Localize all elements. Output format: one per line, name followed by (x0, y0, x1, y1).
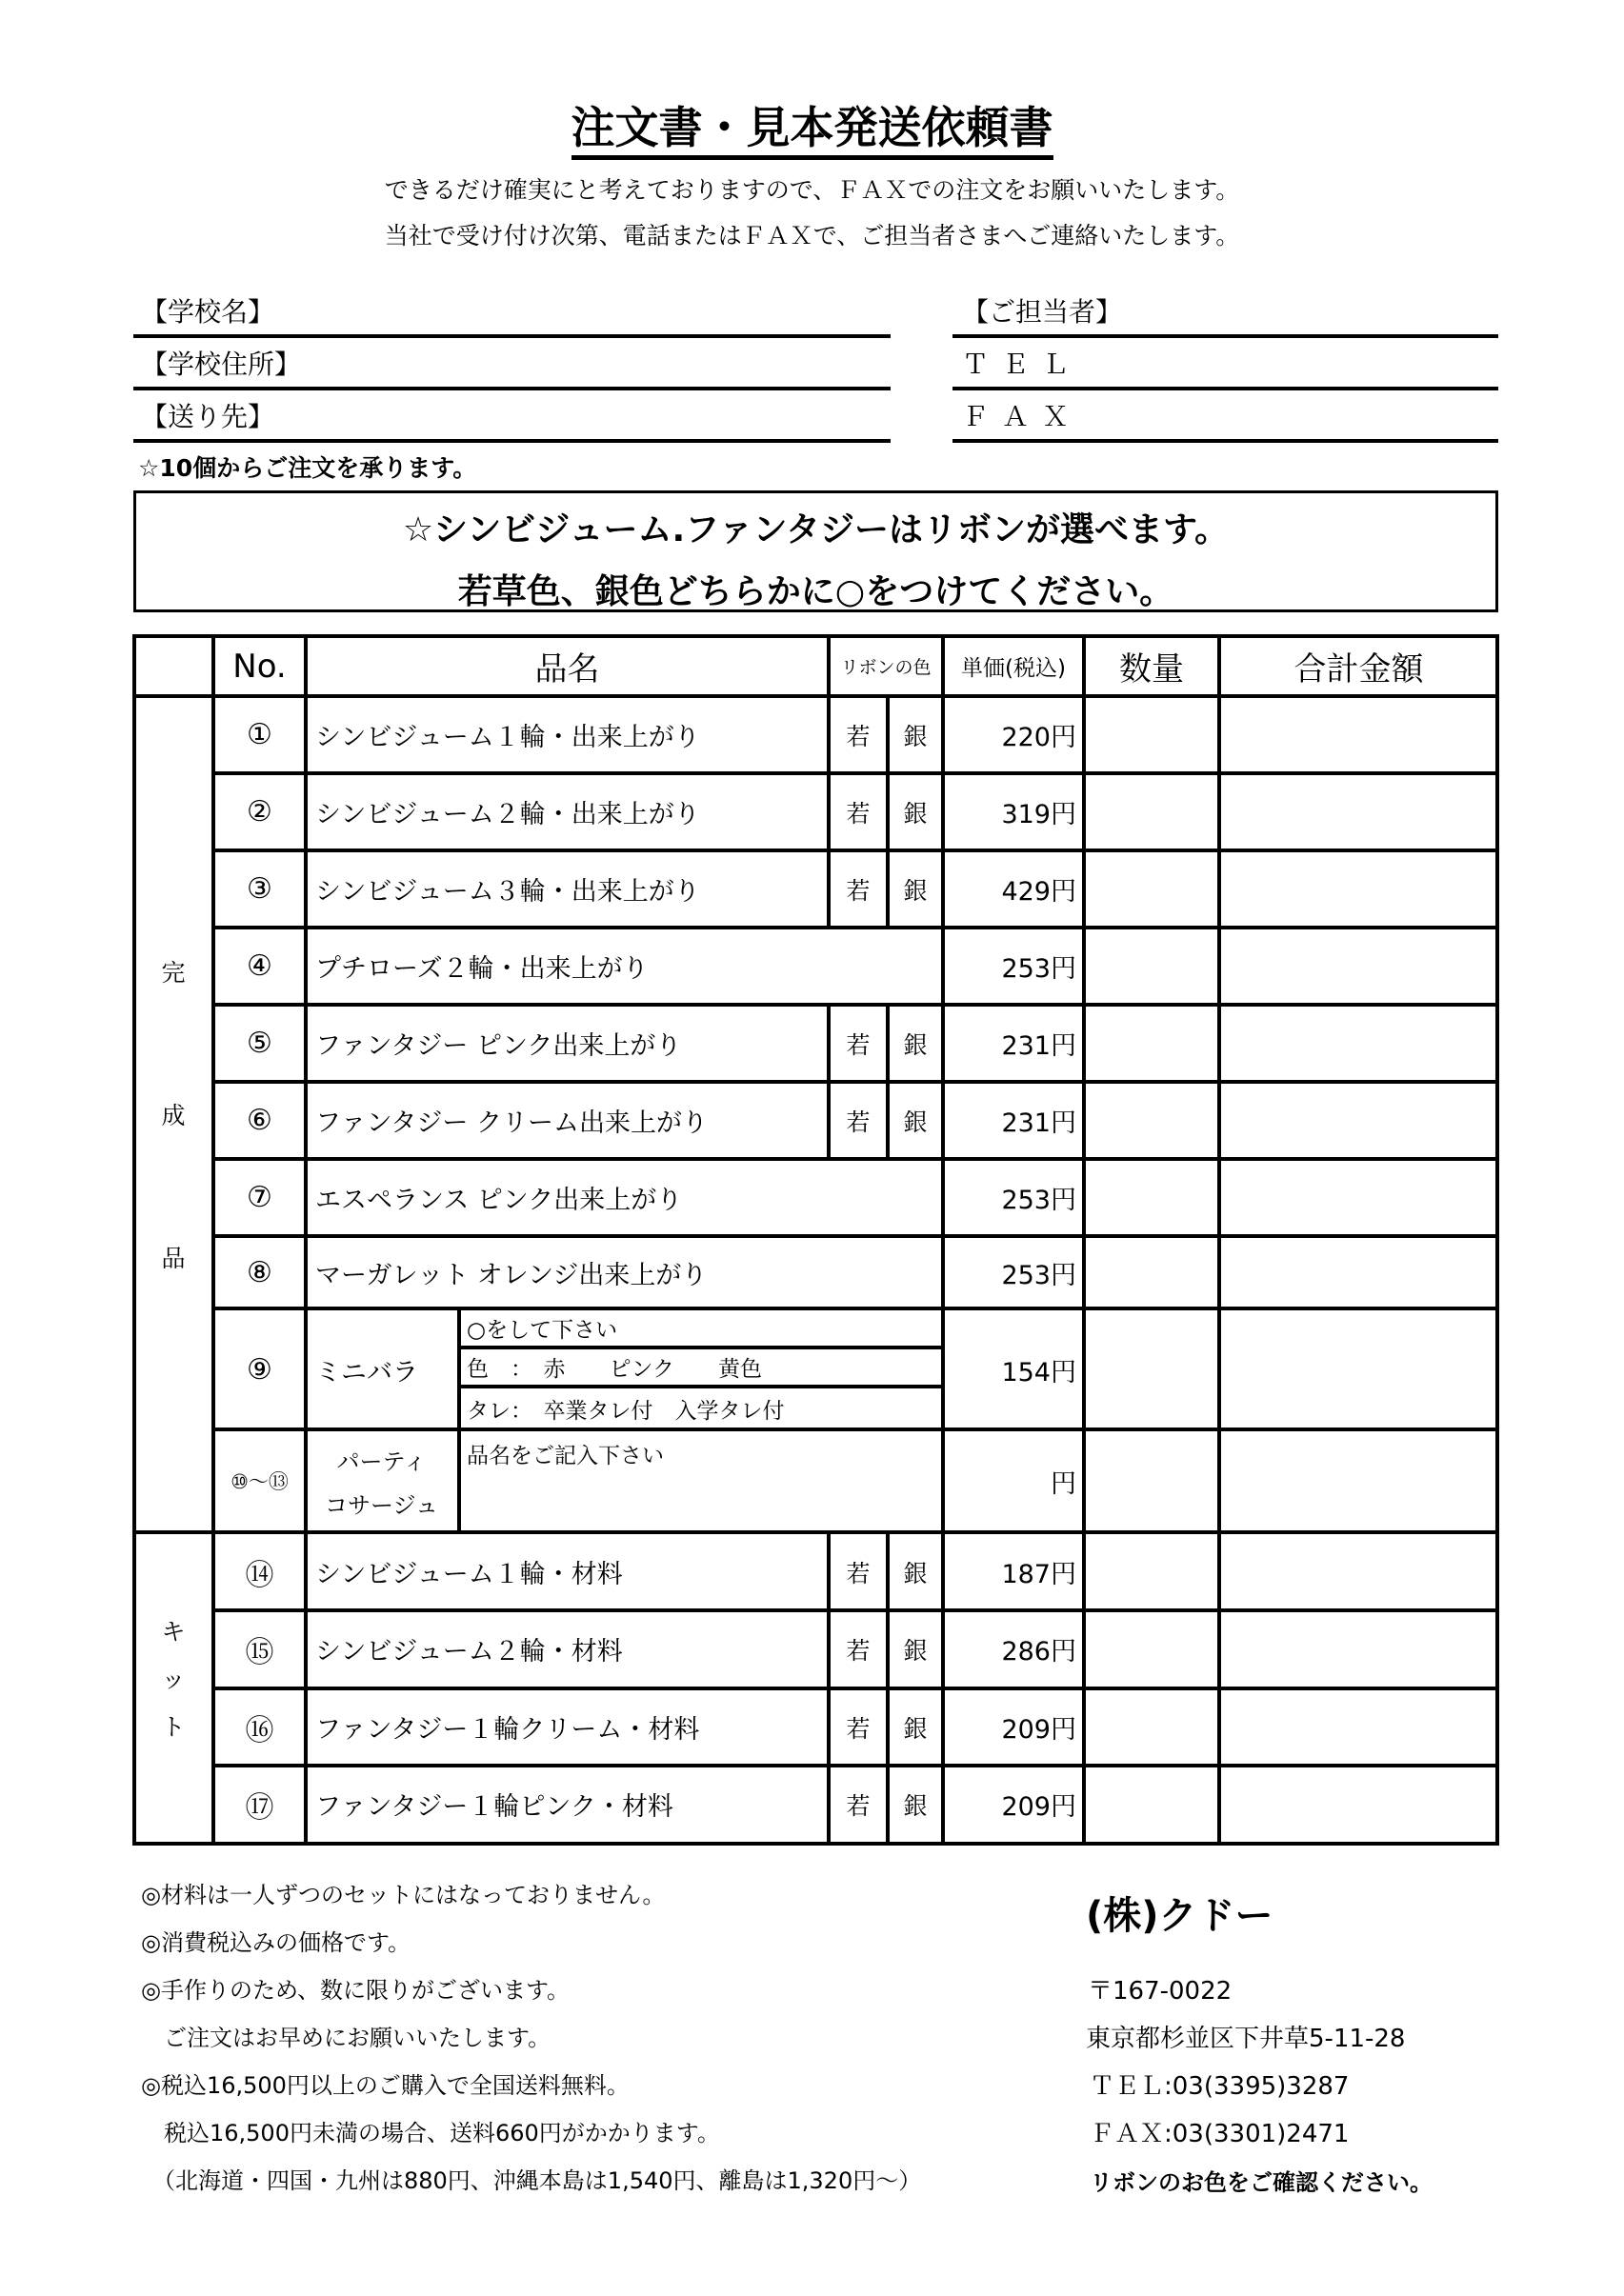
minibara-instruction: ○をして下さい (467, 1318, 618, 1343)
table-border (1217, 636, 1221, 1845)
row-number: ⑮ (245, 1635, 274, 1669)
table-border (886, 696, 890, 928)
ribbon-option-silver[interactable]: 銀 (903, 1636, 928, 1665)
party-name-line-2: コサージュ (324, 1491, 439, 1519)
ribbon-option-wakakusa[interactable]: 若 (846, 1791, 871, 1820)
product-name: プチローズ２輪・出来上がり (315, 954, 649, 984)
header-quantity: 数量 (1119, 650, 1184, 689)
quantity-input[interactable] (1089, 1009, 1218, 1079)
category-kit-char-3: ト (161, 1713, 186, 1741)
table-border (211, 1428, 1499, 1431)
table-border (132, 634, 1499, 638)
total-input[interactable] (1224, 1693, 1497, 1763)
table-border (132, 1842, 1499, 1846)
unit-price: 429円 (1001, 877, 1076, 907)
header-total: 合計金額 (1293, 650, 1424, 689)
quantity-input[interactable] (1089, 855, 1218, 925)
total-input[interactable] (1224, 1087, 1497, 1156)
banner-line-1: ☆シンビジューム.ファンタジーはリボンが選べます。 (402, 510, 1230, 549)
quantity-input[interactable] (1089, 1693, 1218, 1763)
product-name: ファンタジー１輪クリーム・材料 (315, 1715, 700, 1745)
ribbon-option-silver[interactable]: 銀 (903, 799, 928, 828)
product-name: シンビジューム１輪・材料 (315, 1560, 623, 1589)
product-name: ファンタジー１輪ピンク・材料 (315, 1792, 673, 1822)
ribbon-option-wakakusa[interactable]: 若 (846, 1636, 871, 1665)
table-border (941, 636, 945, 1845)
table-border (211, 849, 1499, 852)
product-name: シンビジューム１輪・出来上がり (315, 723, 700, 752)
company-tel: ＴＥＬ:03(3395)3287 (1090, 2072, 1350, 2101)
unit-price: 209円 (1001, 1792, 1076, 1822)
quantity-input[interactable] (1089, 1538, 1218, 1607)
table-border (211, 926, 1499, 929)
table-border (827, 636, 831, 928)
intro-line-2: 当社で受け付け次第、電話またはＦＡＸで、ご担当者さまへご連絡いたします。 (384, 222, 1240, 250)
quantity-input[interactable] (1089, 1241, 1218, 1307)
footer-note-7: （北海道・四国・九州は880円、沖縄本島は1,540円、離島は1,320円～） (152, 2167, 922, 2194)
party-instruction: 品名をご記入下さい (467, 1444, 664, 1468)
party-product-name-input[interactable] (465, 1471, 942, 1528)
total-input[interactable] (1224, 1770, 1497, 1840)
quantity-input[interactable] (1089, 1164, 1218, 1233)
table-border (457, 1346, 943, 1349)
unit-price: 187円 (1001, 1560, 1076, 1589)
table-border (211, 1687, 1499, 1690)
ribbon-color-confirm-note: リボンのお色をご確認ください。 (1090, 2169, 1433, 2196)
minibara-tag-options[interactable]: タレ： 卒業タレ付 入学タレ付 (467, 1398, 785, 1424)
intro-line-1: できるだけ確実にと考えておりますので、ＦＡＸでの注文をお願いいたします。 (384, 176, 1240, 204)
total-input[interactable] (1224, 1314, 1497, 1427)
quantity-input[interactable] (1089, 701, 1218, 770)
total-input[interactable] (1224, 1241, 1497, 1307)
table-border (457, 1308, 461, 1533)
unit-price: 286円 (1001, 1637, 1076, 1667)
table-border (211, 1764, 1499, 1767)
quantity-input[interactable] (1089, 1770, 1218, 1840)
table-border (304, 636, 308, 1845)
row-number: ⑧ (247, 1256, 272, 1289)
row-number: ⑥ (247, 1104, 272, 1137)
unit-price: 253円 (1001, 954, 1076, 984)
school-name-label: 【学校名】 (141, 296, 275, 328)
total-input[interactable] (1224, 1435, 1497, 1528)
ribbon-option-silver[interactable]: 銀 (903, 1559, 928, 1587)
unit-price: 253円 (1001, 1186, 1076, 1215)
table-border (211, 1157, 1499, 1161)
unit-price: 154円 (1001, 1357, 1076, 1388)
table-border (457, 1385, 943, 1388)
ribbon-option-wakakusa[interactable]: 若 (846, 1108, 871, 1136)
total-input[interactable] (1224, 1009, 1497, 1079)
ribbon-option-silver[interactable]: 銀 (903, 1791, 928, 1820)
row-number: ⑤ (247, 1027, 272, 1060)
total-input[interactable] (1224, 778, 1497, 848)
ribbon-option-silver[interactable]: 銀 (903, 1108, 928, 1136)
table-border (211, 636, 215, 1845)
footer-note-3: ◎手作りのため、数に限りがございます。 (141, 1977, 571, 2004)
company-fax: ＦＡＸ:03(3301)2471 (1090, 2120, 1350, 2148)
table-border (211, 1307, 1499, 1310)
footer-note-1: ◎材料は一人ずつのセットにはなっておりません。 (141, 1882, 666, 1908)
contact-person-label: 【ご担当者】 (962, 296, 1123, 328)
quantity-input[interactable] (1089, 1435, 1218, 1528)
quantity-input[interactable] (1089, 1314, 1218, 1427)
company-address: 東京都杉並区下井草5-11-28 (1086, 2025, 1406, 2053)
fax-label: ＦＡＸ (962, 401, 1083, 432)
tel-label: ＴＥＬ (962, 349, 1083, 380)
unit-price: 231円 (1001, 1031, 1076, 1061)
table-border (132, 694, 1499, 698)
table-border (132, 636, 136, 1845)
ribbon-option-silver[interactable]: 銀 (903, 876, 928, 905)
ribbon-option-wakakusa[interactable]: 若 (846, 1714, 871, 1743)
banner-line-2: 若草色、銀色どちらかに○をつけてください。 (457, 572, 1174, 611)
ribbon-option-wakakusa[interactable]: 若 (846, 1559, 871, 1587)
table-border (211, 771, 1499, 775)
total-input[interactable] (1224, 1538, 1497, 1607)
minibara-color-options[interactable]: 色 ： 赤 ピンク 黄色 (467, 1357, 763, 1382)
unit-price: 319円 (1001, 800, 1076, 829)
ribbon-option-silver[interactable]: 銀 (903, 1030, 928, 1059)
product-name: マーガレット オレンジ出来上がり (315, 1261, 708, 1290)
quantity-input[interactable] (1089, 778, 1218, 848)
ribbon-option-wakakusa[interactable]: 若 (846, 722, 871, 750)
total-input[interactable] (1224, 701, 1497, 770)
total-input[interactable] (1224, 1164, 1497, 1233)
table-border (1495, 636, 1499, 1845)
table-border (211, 1608, 1499, 1612)
row-number: ⑦ (247, 1181, 272, 1214)
min-order-note: ☆10個からご注文を承ります。 (138, 454, 477, 482)
delivery-address-label: 【送り先】 (141, 401, 275, 432)
unit-price: 209円 (1001, 1715, 1076, 1745)
row-number: ② (247, 795, 272, 829)
ribbon-option-silver[interactable]: 銀 (903, 722, 928, 750)
category-finished-char-2: 成 (161, 1102, 186, 1129)
row-number: ⑨ (247, 1352, 272, 1387)
product-name: シンビジューム２輪・材料 (315, 1637, 623, 1667)
table-border (211, 1080, 1499, 1084)
ribbon-option-silver[interactable]: 銀 (903, 1714, 928, 1743)
row-number: ⑯ (245, 1713, 274, 1747)
row-number: ⑭ (245, 1558, 274, 1592)
unit-price: 253円 (1001, 1261, 1076, 1290)
ribbon-option-wakakusa[interactable]: 若 (846, 876, 871, 905)
party-name-line-1: パーティ (336, 1447, 427, 1475)
unit-price: 231円 (1001, 1108, 1076, 1138)
header-no: No. (232, 647, 287, 686)
category-kit-char-2: ッ (161, 1666, 186, 1693)
total-input[interactable] (1224, 932, 1497, 1002)
category-finished-char-1: 完 (161, 959, 186, 987)
page-title-text: 注文書・見本発送依頼書 (571, 102, 1053, 160)
table-border (211, 1003, 1499, 1007)
unit-price: 220円 (1001, 723, 1076, 752)
header-name: 品名 (534, 650, 600, 689)
quantity-input[interactable] (1089, 1087, 1218, 1156)
row-number: ⑩～⑬ (231, 1470, 289, 1493)
header-ribbon-color: リボンの色 (840, 657, 932, 678)
header-unit-price: 単価(税込) (961, 656, 1066, 681)
footer-note-6: 税込16,500円未満の場合、送料660円がかかります。 (141, 2120, 720, 2146)
product-name: シンビジューム３輪・出来上がり (315, 877, 700, 907)
footer-note-4: ご注文はお早めにお願いいたします。 (141, 2025, 551, 2051)
ribbon-option-wakakusa[interactable]: 若 (846, 799, 871, 828)
product-name: ファンタジー クリーム出来上がり (315, 1108, 708, 1138)
ribbon-option-wakakusa[interactable]: 若 (846, 1030, 871, 1059)
product-name: ファンタジー ピンク出来上がり (315, 1031, 682, 1061)
company-name: (株)クドー (1086, 1894, 1273, 1938)
school-address-label: 【学校住所】 (141, 349, 302, 380)
category-finished-char-3: 品 (161, 1245, 186, 1272)
footer-note-5: ◎税込16,500円以上のご購入で全国送料無料。 (141, 2072, 630, 2099)
total-input[interactable] (1224, 1615, 1497, 1685)
quantity-input[interactable] (1089, 1615, 1218, 1685)
table-border (211, 1234, 1499, 1238)
category-kit-char-1: キ (161, 1618, 186, 1646)
company-postal: 〒167-0022 (1088, 1977, 1233, 2006)
row-number: ① (247, 718, 272, 751)
quantity-input[interactable] (1089, 932, 1218, 1002)
row-number: ③ (247, 872, 272, 906)
product-name: エスペランス ピンク出来上がり (315, 1186, 683, 1215)
table-border (1082, 636, 1086, 1845)
row-number: ⑰ (245, 1790, 274, 1825)
table-border (132, 1530, 1499, 1534)
footer-note-2: ◎消費税込みの価格です。 (141, 1929, 411, 1956)
unit-price: 円 (1051, 1468, 1076, 1499)
product-name: ミニバラ (315, 1357, 418, 1388)
row-number: ④ (247, 949, 272, 983)
total-input[interactable] (1224, 855, 1497, 925)
product-name: シンビジューム２輪・出来上がり (315, 800, 700, 829)
